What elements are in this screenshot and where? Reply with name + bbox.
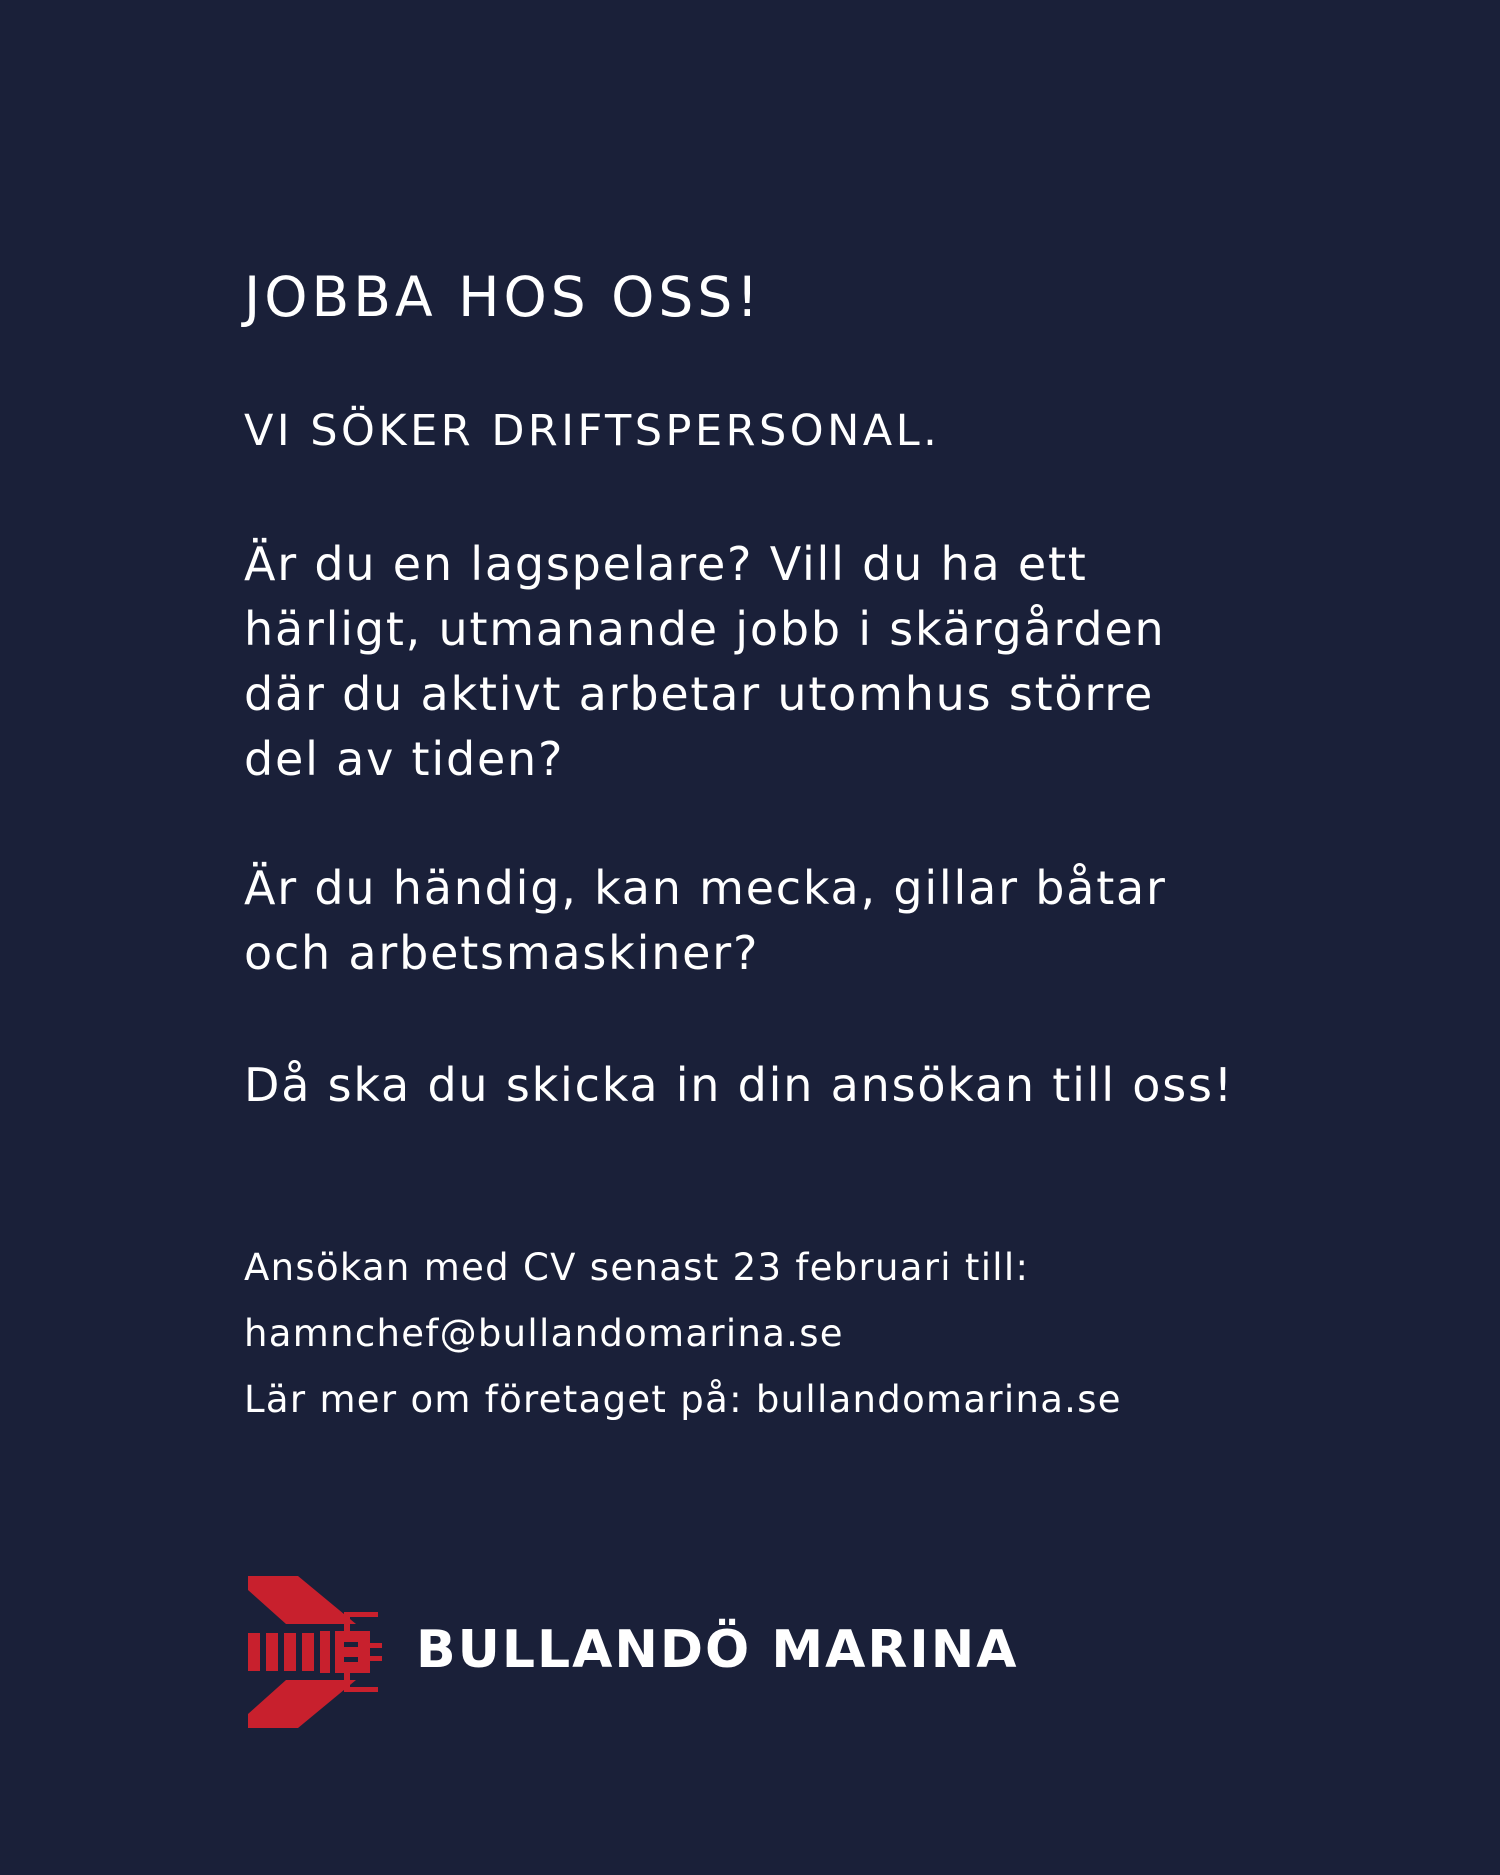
paragraph-line: Är du en lagspelare? Vill du ha ett [244, 537, 1088, 591]
paragraph-line: och arbetsmaskiner? [244, 926, 760, 980]
application-deadline: Ansökan med CV senast 23 februari till: [244, 1246, 1030, 1289]
paragraph-line: härligt, utmanande jobb i skärgården [244, 602, 1166, 656]
company-logo [246, 1576, 1046, 1728]
company-website-info[interactable]: Lär mer om företaget på: bullandomarina.se [244, 1378, 1122, 1421]
page-title: JOBBA HOS OSS! [244, 265, 763, 329]
paragraph-line: Då ska du skicka in din ansökan till oss! [244, 1058, 1235, 1112]
call-to-action-paragraph [244, 1053, 1284, 1118]
paragraph-line: där du aktivt arbetar utomhus större [244, 667, 1155, 721]
paragraph-line: del av tiden? [244, 732, 565, 786]
skills-paragraph [244, 856, 1284, 986]
bullando-marina-emblem-icon [246, 1576, 386, 1728]
intro-paragraph [244, 532, 1284, 792]
contact-email[interactable]: hamnchef@bullandomarina.se [244, 1312, 844, 1355]
logo-wordmark: BULLANDÖ MARINA [416, 1620, 1019, 1680]
contact-info [244, 1235, 1122, 1433]
page-subtitle: VI SÖKER DRIFTSPERSONAL. [244, 406, 941, 456]
paragraph-line: Är du händig, kan mecka, gillar båtar [244, 861, 1167, 915]
